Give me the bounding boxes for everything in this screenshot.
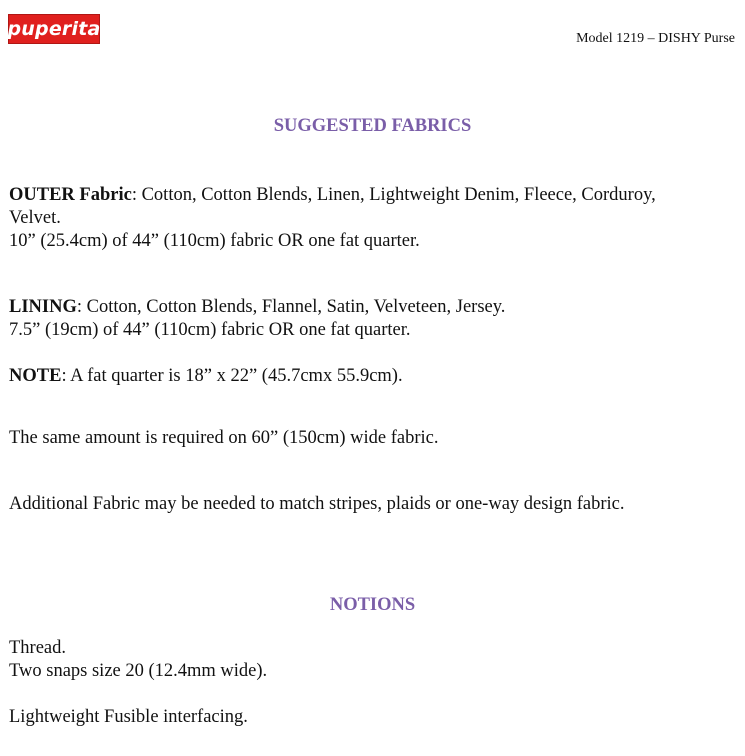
outer-fabric-paragraph	[9, 184, 656, 253]
same-amount-text: The same amount is required on 60” (150cm) wide fabric.	[9, 428, 439, 448]
note-paragraph	[9, 365, 403, 388]
suggested-fabrics-heading: SUGGESTED FABRICS	[273, 116, 472, 136]
notions-list	[9, 637, 267, 683]
model-title: Model 1219 – DISHY Purse	[576, 31, 735, 46]
outer-fabric-list: : Cotton, Cotton Blends, Linen, Lightweight Denim, Fleece, Corduroy,	[131, 185, 656, 205]
notion-thread: Thread.	[9, 638, 67, 658]
outer-fabric-amount: 10” (25.4cm) of 44” (110cm) fabric OR one fat quarter.	[9, 231, 420, 251]
note-text: : A fat quarter is 18” x 22” (45.7cmx 55.9cm).	[61, 366, 403, 386]
puperita-logo: puperita	[8, 14, 100, 44]
notion-interfacing: Lightweight Fusible interfacing.	[9, 707, 248, 727]
notion-snaps: Two snaps size 20 (12.4mm wide).	[9, 661, 268, 681]
outer-fabric-list-cont: Velvet.	[9, 208, 61, 228]
lining-label: LINING	[9, 297, 77, 317]
notions-heading: NOTIONS	[329, 595, 416, 615]
outer-fabric-label: OUTER Fabric	[9, 185, 132, 205]
lining-amount: 7.5” (19cm) of 44” (110cm) fabric OR one fat quarter.	[9, 320, 411, 340]
lining-list: : Cotton, Cotton Blends, Flannel, Satin, Velveteen, Jersey.	[76, 297, 506, 317]
note-label: NOTE	[9, 366, 62, 386]
lining-paragraph	[9, 296, 505, 342]
additional-fabric-text: Additional Fabric may be needed to match stripes, plaids or one-way design fabric.	[9, 494, 625, 514]
